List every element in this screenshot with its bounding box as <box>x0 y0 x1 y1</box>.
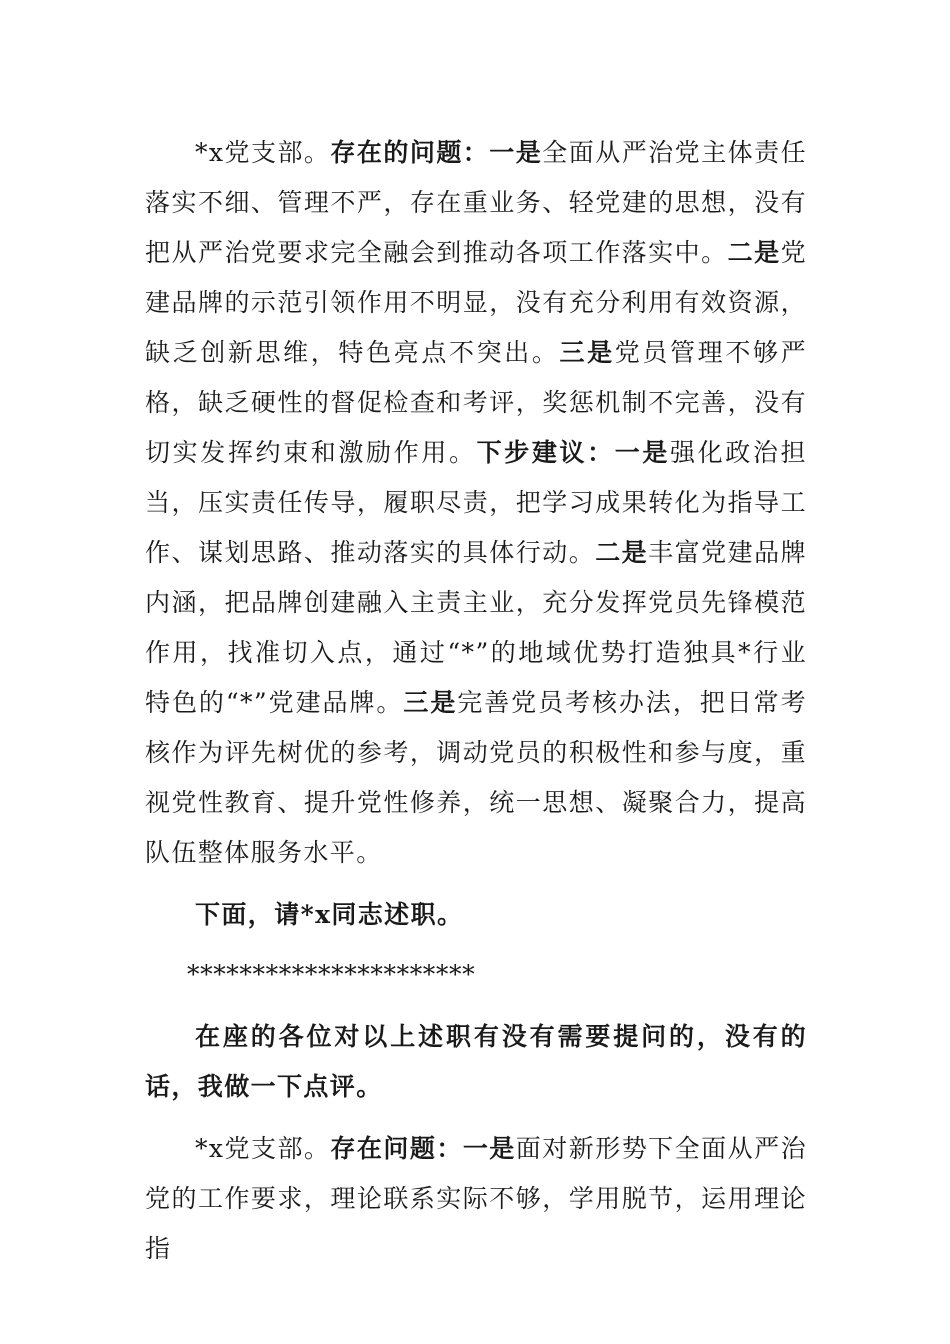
branch-name: *x党支部。 <box>195 138 331 167</box>
problem-1-label-2: 一是 <box>462 1134 516 1163</box>
suggestion-2-text: 丰富党建品牌内涵，把品牌创建融入主责主业，充分发挥党员先锋模范作用，找准切入点，通过“*”的地域优势打造独具*行业特色的“*”党建品牌。 <box>145 538 807 717</box>
problems-heading: 存在的问题： <box>330 138 490 167</box>
problem-1-text-2: 面对新形势下全面从严治党的工作要求，理论联系实际不够，学用脱节，运用理论指 <box>145 1134 807 1263</box>
separator-stars: ********************** <box>187 960 476 989</box>
problem-1-label: 一是 <box>489 138 543 167</box>
document-page <box>145 128 807 1274</box>
suggestion-1-label: 一是 <box>614 438 671 467</box>
branch-review-paragraph-2 <box>145 1124 807 1274</box>
suggestion-2-label: 二是 <box>595 538 649 567</box>
problem-2-label: 二是 <box>727 238 781 267</box>
next-speaker-line: 下面，请*x同志述职。 <box>195 900 464 929</box>
suggestion-1-text: 强化政治担当，压实责任传导，履职尽责，把学习成果转化为指导工作、谋划思路、推动落实的具体行动。 <box>145 438 807 567</box>
problem-2-text: 党建品牌的示范引领作用不明显，没有充分利用有效资源，缺乏创新思维，特色亮点不突出。 <box>145 238 807 367</box>
branch-name-2: *x党支部。 <box>195 1134 331 1163</box>
question-prompt: 在座的各位对以上述职有没有需要提问的，没有的话，我做一下点评。 <box>145 1022 807 1101</box>
branch-review-paragraph-1 <box>145 128 807 878</box>
problem-3-text: 党员管理不够严格，缺乏硬性的督促检查和考评，奖惩机制不完善，没有切实发挥约束和激励作用。 <box>145 338 807 467</box>
problems-heading-2: 存在问题： <box>330 1134 463 1163</box>
suggestion-3-label: 三是 <box>403 688 458 717</box>
suggestion-3-text: 完善党员考核办法，把日常考核作为评先树优的参考，调动党员的积极性和参与度，重视党性教育、提升党性修养，统一思想、凝聚合力，提高队伍整体服务水平。 <box>145 688 807 867</box>
problem-3-label: 三是 <box>559 338 615 367</box>
problem-1-text: 全面从严治党主体责任落实不细、管理不严，存在重业务、轻党建的思想，没有把从严治党要求完全融会到推动各项工作落实中。 <box>145 138 807 267</box>
suggestions-heading: 下步建议： <box>476 438 615 467</box>
